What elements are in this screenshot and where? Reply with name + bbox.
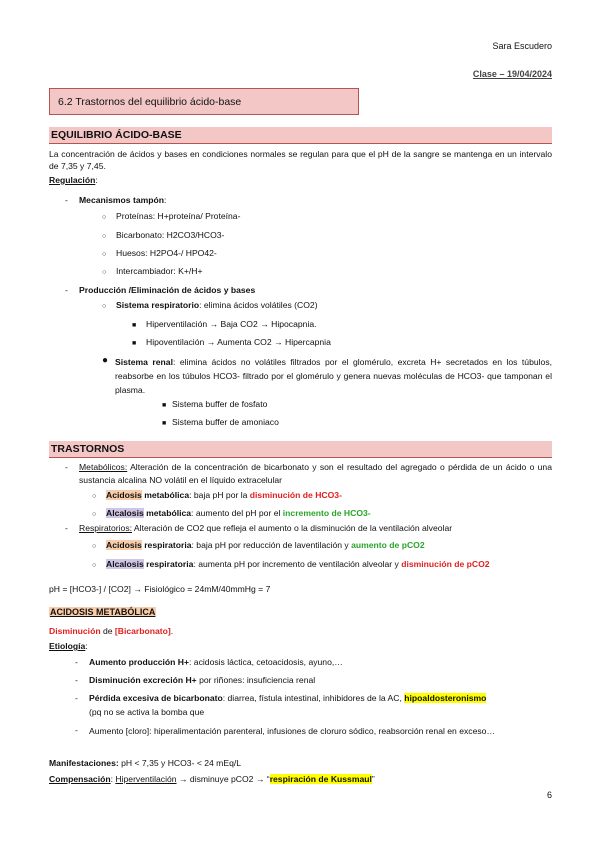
circle-bullet-icon: ○ [92,543,97,550]
tampon-item [102,229,600,243]
dash-bullet-icon: - [75,657,78,667]
renal-label: Sistema renal [115,357,173,367]
tampon-item [102,210,600,224]
acidosis-word: Acidosis [106,490,142,500]
comp-key: respiración de Kussmaul [269,774,372,784]
hiper-text: Hiperventilación → Baja CO2 → Hipocapnia. [146,319,317,329]
dash-bullet-icon: - [65,462,68,472]
comp-hiper: Hiperventilación [115,774,177,784]
square-bullet-icon: ■ [162,420,167,427]
square-bullet-icon: ■ [162,402,167,409]
dash-bullet-icon: - [75,693,78,703]
metabolicos-item [65,461,552,487]
buffer-text: Sistema buffer de amoniaco [172,417,279,427]
hipo-text: Hipoventilación → Aumenta CO2 → Hipercapnia [146,337,331,347]
alcalosis-desc: : aumento del pH por el [191,508,283,518]
alcalosis-desc: : aumenta pH por incremento de ventilación alveolar y [193,559,402,569]
metabolicos-label: Metabólicos: [79,462,128,472]
acidosis-type: respiratoria [141,540,192,550]
acidosis-word: Acidosis [106,540,142,550]
etiologia-item [75,724,552,738]
metabolicos-text: Alteración de la concentración de bicarbonato y son el resultado del agregado o pérdida de un ácido o una sustancia alcalina NO volátil en el líquido extracelular [79,462,552,485]
acidosis-desc: : baja pH por reducción de laventilación y [191,540,352,550]
circle-bullet-icon: ○ [92,493,97,500]
manif-text: pH < 7,35 y HCO3- < 24 mEq/L [118,758,242,768]
alcalosis-key: incremento de HCO3- [282,508,371,518]
tampon-text: Bicarbonato: H2CO3/HCO3- [116,230,225,240]
circle-bullet-icon: ○ [92,511,97,518]
etiologia-continuation: (pq no se activa la bomba que [89,707,205,717]
hiperventilacion-item [132,318,600,332]
regulacion-text: Regulación [49,175,96,185]
acidosis-key: disminución de HCO3- [249,490,342,500]
tampon-text: Huesos: H2PO4-/ HPO42- [116,248,217,258]
acidosis-type: metabólica [141,490,190,500]
etio-label: Disminución excreción H+ [89,675,197,685]
acidosis-desc: : baja pH por la [189,490,250,500]
etio-text: : acidosis láctica, cetoacidosis, ayuno,… [189,657,343,667]
alcalosis-key: disminución de pCO2 [401,559,490,569]
produccion-label: Producción /Eliminación de ácidos y bases [79,285,256,295]
author-name: Sara Escudero [492,41,552,51]
section-heading-acidosis-metabolica: ACIDOSIS METABÓLICA [50,607,156,617]
buffer-text: Sistema buffer de fosfato [172,399,268,409]
dash-bullet-icon: - [65,285,68,295]
square-bullet-icon: ■ [132,340,137,347]
mecanismos-item: - Mecanismos tampón: [65,195,167,205]
hipoventilacion-item [132,336,600,350]
acidosis-metabolica-item [92,489,595,503]
respiratorios-item [65,522,568,534]
alcalosis-metabolica-item [92,507,595,521]
circle-bullet-icon: ○ [102,303,107,310]
def-of: de [100,626,115,636]
produccion-item [65,284,568,296]
alcalosis-type: metabólica [143,508,192,518]
tampon-item [102,247,600,261]
dash-bullet-icon: - [65,523,68,533]
buffer-item [162,416,600,430]
etio-label: Pérdida excesiva de bicarbonato [89,693,223,703]
circle-bullet-icon: ○ [102,269,107,276]
topic-title [49,88,359,115]
comp-sep: : [110,774,116,784]
dash-bullet-icon: - [75,725,78,735]
tampon-text: Proteínas: H+proteína/ Proteína- [116,211,241,221]
filled-circle-bullet-icon: ● [102,355,109,366]
circle-bullet-icon: ○ [92,562,97,569]
intro-paragraph: La concentración de ácidos y bases en condiciones normales se regulan para que el pH de la sangre se mantenga en un intervalo de 7,35 y 7,45. [49,149,552,171]
etio-label: Aumento producción H+ [89,657,190,667]
respiratorios-label: Respiratorios: [79,523,133,533]
etiologia-text: Etiología [49,641,86,651]
alcalosis-word: Alcalosis [106,508,144,518]
def-end: . [170,626,174,636]
etiologia-item [75,674,578,686]
def-word: Disminución [49,626,101,636]
renal-paragraph [115,355,552,397]
alcalosis-respiratoria-item [92,558,595,572]
section-heading-text: EQUILIBRIO ÁCIDO-BASE [51,129,182,141]
buffer-item [162,398,600,412]
acidosis-key: aumento de pCO2 [351,540,425,550]
metabolicos-paragraph [79,461,552,487]
etiologia-label: Etiología: [49,641,88,651]
comp-end: ” [371,774,375,784]
alcalosis-word: Alcalosis [106,559,144,569]
resp-label: Sistema respiratorio [116,300,200,310]
etio-text: por riñones: insuficiencia renal [196,675,316,685]
etiologia-item [75,692,578,704]
section-heading-equilibrio [49,127,552,144]
etio-text: Aumento [cloro]: hiperalimentación parenteral, infusiones de cloruro sódico, reabsorción renal en exceso… [89,726,496,736]
circle-bullet-icon: ○ [102,214,107,221]
dash-bullet-icon: - [65,195,68,205]
manif-label: Manifestaciones: [49,758,119,768]
resp-text: : elimina ácidos volátiles (CO2) [199,300,318,310]
comp-label: Compensación [49,774,111,784]
topic-title-text: 6.2 Trastornos del equilibrio ácido-base [58,95,242,108]
sistema-respiratorio-item [102,299,600,313]
circle-bullet-icon: ○ [102,251,107,258]
def-key: [Bicarbonato] [114,626,171,636]
comp-mid: → disminuye pCO2 → “ [176,774,270,784]
ph-formula: pH = [HCO3-] / [CO2] → Fisiológico = 24mM/40mmHg = 7 [49,584,271,594]
manifestaciones-line [49,757,552,769]
mecanismos-label: Mecanismos tampón [79,195,165,205]
class-date: Clase – 19/04/2024 [472,69,552,79]
tampon-text: Intercambiador: K+/H+ [116,266,203,276]
tampon-item [102,265,600,279]
etio-highlight: hipoaldosteronismo [404,693,487,703]
page-number: 6 [546,790,552,800]
compensacion-line [49,773,552,785]
etiologia-item [75,656,578,668]
alcalosis-type: respiratoria [143,559,194,569]
sistema-renal-item [102,355,552,397]
square-bullet-icon: ■ [132,322,137,329]
dash-bullet-icon: - [75,675,78,685]
section-heading-text: TRASTORNOS [51,443,125,455]
acidosis-respiratoria-item [92,539,595,553]
acidosis-definition [49,625,552,637]
renal-text: : elimina ácidos no volátiles filtrados por el glomérulo, excreta H+ secretados en los túbulos, reabsorbe en los túbulos HCO3- filtrado por el glomérulo y genera nuevas moléculas de HCO3- que tamponan el plasma. [115,357,553,395]
circle-bullet-icon: ○ [102,233,107,240]
section-heading-trastornos [49,441,552,458]
respiratorios-text: Alteración de CO2 que refleja el aumento o la disminución de la ventilación alveolar [132,523,453,533]
regulacion-label: Regulación: [49,175,98,185]
etio-text: : diarrea, fístula intestinal, inhibidores de la AC, [222,693,405,703]
